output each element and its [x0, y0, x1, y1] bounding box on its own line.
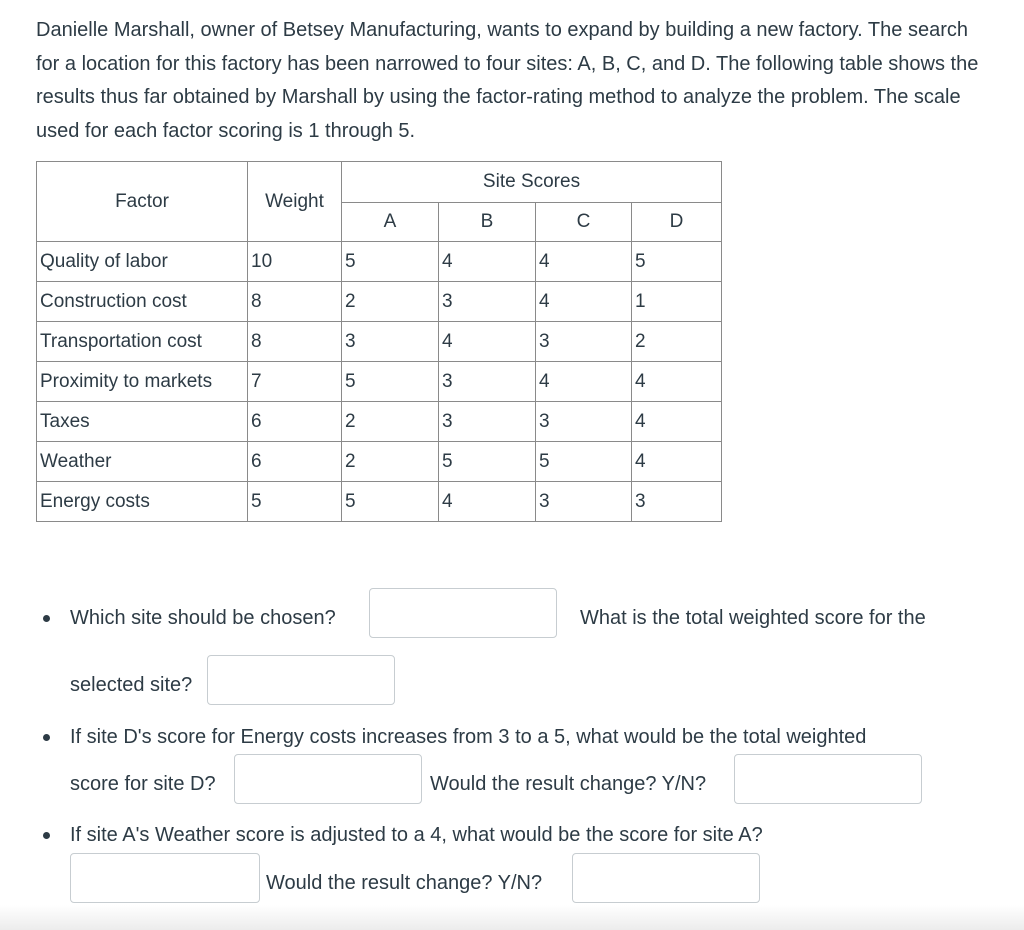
factor-cell: Taxes — [37, 402, 248, 442]
q2-score-label: score for site D? — [70, 773, 216, 795]
score-cell: 3 — [342, 322, 439, 362]
score-cell: 3 — [439, 362, 536, 402]
weight-cell: 6 — [248, 442, 342, 482]
score-cell: 5 — [536, 442, 632, 482]
weight-cell: 10 — [248, 242, 342, 282]
score-cell: 4 — [632, 442, 722, 482]
score-cell: 2 — [342, 442, 439, 482]
factor-cell: Energy costs — [37, 482, 248, 522]
score-cell: 5 — [342, 242, 439, 282]
table-row — [37, 482, 722, 522]
score-cell: 2 — [342, 402, 439, 442]
weight-header: Weight — [248, 162, 342, 242]
score-cell: 4 — [536, 282, 632, 322]
problem-intro: Danielle Marshall, owner of Betsey Manufacturing, wants to expand by building a new factory. The search for a location for this factory has been narrowed to four sites: A, B, C, and D. The following table shows the results thus far obtained by Marshall by using the factor-rating method to analyze the problem. The scale used for each factor scoring is 1 through 5. — [36, 19, 979, 142]
bottom-shade — [0, 905, 1024, 930]
bullet-icon — [43, 832, 50, 839]
site-a-header: A — [342, 203, 439, 242]
table-row — [37, 242, 722, 282]
score-cell: 4 — [439, 482, 536, 522]
score-cell: 4 — [536, 362, 632, 402]
weight-cell: 8 — [248, 322, 342, 362]
selected-site-total-input[interactable] — [207, 655, 395, 705]
score-cell: 2 — [342, 282, 439, 322]
q2-change-input[interactable] — [734, 754, 922, 804]
score-cell: 4 — [439, 322, 536, 362]
site-d-score-input[interactable] — [234, 754, 422, 804]
table-row — [37, 282, 722, 322]
factor-cell: Quality of labor — [37, 242, 248, 282]
q2-change-label: Would the result change? Y/N? — [430, 773, 707, 795]
q3-change-input[interactable] — [572, 853, 760, 903]
q2-text: If site D's score for Energy costs increases from 3 to a 5, what would be the total weighted — [70, 726, 867, 748]
score-cell: 5 — [439, 442, 536, 482]
q3-text: If site A's Weather score is adjusted to a 4, what would be the score for site A? — [70, 824, 763, 846]
factor-cell: Construction cost — [37, 282, 248, 322]
score-cell: 2 — [632, 322, 722, 362]
score-cell: 4 — [632, 362, 722, 402]
site-b-header: B — [439, 203, 536, 242]
factor-cell: Proximity to markets — [37, 362, 248, 402]
score-cell: 5 — [342, 362, 439, 402]
site-d-header: D — [632, 203, 722, 242]
score-cell: 3 — [536, 482, 632, 522]
score-cell: 3 — [632, 482, 722, 522]
score-cell: 4 — [536, 242, 632, 282]
bullet-icon — [43, 615, 50, 622]
q1-total-label-part2: selected site? — [70, 674, 193, 696]
site-c-header: C — [536, 203, 632, 242]
factor-header: Factor — [37, 162, 248, 242]
score-cell: 3 — [439, 402, 536, 442]
table-row — [37, 362, 722, 402]
score-cell: 4 — [439, 242, 536, 282]
score-cell: 5 — [632, 242, 722, 282]
site-scores-header: Site Scores — [342, 162, 722, 203]
q1-total-label-part1: What is the total weighted score for the — [580, 607, 926, 629]
weight-cell: 6 — [248, 402, 342, 442]
weight-cell: 7 — [248, 362, 342, 402]
site-a-score-input[interactable] — [70, 853, 260, 903]
score-cell: 5 — [342, 482, 439, 522]
weight-cell: 5 — [248, 482, 342, 522]
chosen-site-input[interactable] — [369, 588, 557, 638]
table-row — [37, 322, 722, 362]
table-row — [37, 442, 722, 482]
score-cell: 1 — [632, 282, 722, 322]
factor-cell: Weather — [37, 442, 248, 482]
factor-cell: Transportation cost — [37, 322, 248, 362]
factor-rating-table — [36, 161, 722, 522]
score-cell: 3 — [439, 282, 536, 322]
score-cell: 4 — [632, 402, 722, 442]
weight-cell: 8 — [248, 282, 342, 322]
table-row — [37, 402, 722, 442]
score-cell: 3 — [536, 402, 632, 442]
score-cell: 3 — [536, 322, 632, 362]
q3-change-label: Would the result change? Y/N? — [266, 872, 543, 894]
q1-site-label: Which site should be chosen? — [70, 607, 336, 629]
bullet-icon — [43, 734, 50, 741]
